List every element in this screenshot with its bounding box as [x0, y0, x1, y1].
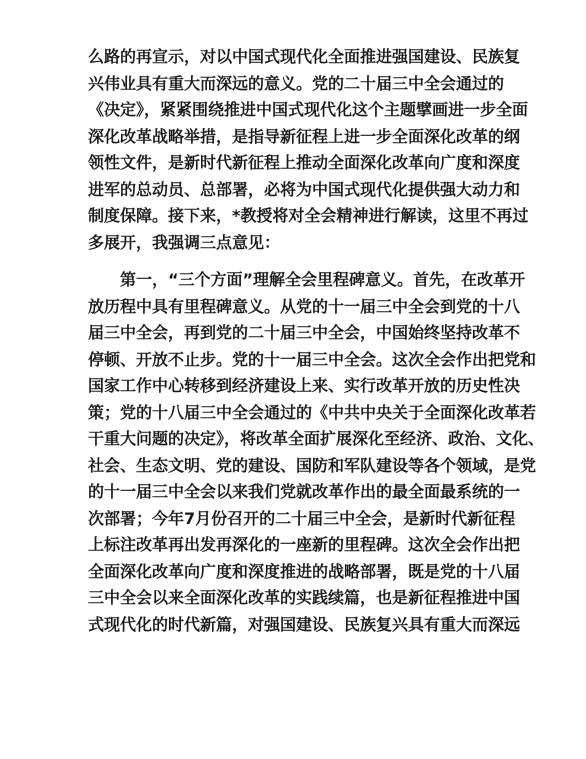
paragraph-spacing [88, 256, 508, 267]
text-line: 上标注改革再出发再深化的一座新的里程碑。这次全会作出把 [88, 535, 521, 554]
text-line: 策；党的十八届三中全会通过的《中共中央关于全面深化改革若 [88, 402, 537, 422]
text-line: 么路的再宣示，对以中国式现代化全面推进强国建设、民族复 [88, 47, 521, 66]
text-line: 全面深化改革向广度和深度推进的战略部署，既是党的十八届 [88, 561, 521, 581]
text-line: 社会、生态文明、党的建设、国防和军队建设等各个领域，是党 [88, 455, 537, 475]
text-line: 国家工作中心转移到经济建设上来、实行改革开放的历史性决 [88, 376, 521, 395]
text-line: 第一，“三个方面”理解全会里程碑意义。首先，在改革开 [120, 270, 526, 289]
text-line: 放历程中具有里程碑意义。从党的十一届三中全会到党的十八 [88, 296, 521, 316]
text-line: 停顿、开放不止步。党的十一届三中全会。这次全会作出把党和 [88, 349, 537, 369]
text-line: 多展开，我强调三点意见： [88, 232, 281, 252]
text-line: 进军的总动员、总部署，必将为中国式现代化提供强大动力和 [88, 179, 521, 199]
text-line: 深化改革战略举措，是指导新征程上进一步全面深化改革的纲 [88, 126, 521, 146]
text-line: 的十一届三中全会以来我们党就改革作出的最全面最系统的一 [88, 482, 521, 501]
text-line: 领性文件，是新时代新征程上推动全面深化改革向广度和深度 [88, 153, 521, 172]
paragraph [88, 44, 529, 256]
body-text [88, 44, 545, 638]
text-line: 干重大问题的决定》，将改革全面扩展深化至经济、政治、文化、 [88, 429, 545, 448]
text-line: 届三中全会，再到党的二十届三中全会，中国始终坚持改革不 [88, 323, 521, 342]
text-line: 兴伟业具有重大而深远的意义。党的二十届三中全会通过的 [88, 73, 505, 93]
paragraph [88, 267, 545, 638]
text-line: 《决定》，紧紧围绕推进中国式现代化这个主题擘画进一步全面 [88, 100, 529, 119]
text-line: 制度保障。接下来，*教授将对全会精神进行解读，这里不再过 [88, 206, 529, 225]
text-line: 三中全会以来全面深化改革的实践续篇，也是新征程推进中国 [88, 588, 521, 607]
text-line: 式现代化的时代新篇，对强国建设、民族复兴具有重大而深远 [88, 614, 521, 634]
text-line: 次部署；今年7月份召开的二十届三中全会，是新时代新征程 [88, 508, 516, 528]
